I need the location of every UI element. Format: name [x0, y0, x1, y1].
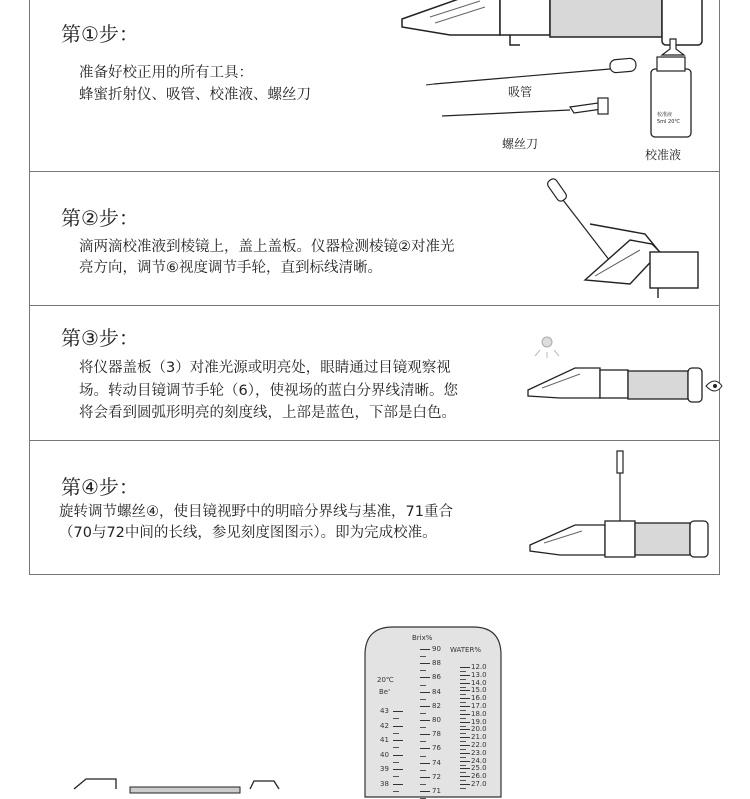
water-tick	[460, 753, 470, 754]
brix-tick-label: 72	[432, 772, 441, 781]
step-3-title: 第③步：	[61, 326, 139, 350]
screwdriver-icon	[442, 98, 608, 116]
water-tick-label: 22.0	[471, 741, 487, 749]
pipette-label: 吸管	[508, 85, 533, 99]
water-tick-label: 13.0	[471, 670, 487, 679]
water-tick-label: 24.0	[471, 756, 487, 765]
water-minor-tick	[460, 780, 466, 781]
water-minor-tick	[460, 710, 466, 711]
brix-minor-tick	[420, 727, 426, 728]
brix-tick	[420, 677, 430, 678]
step-2-line-2: 亮方向，调节⑥视度调节手轮，直到标线清晰。	[79, 260, 382, 276]
temperature-label: 20℃	[377, 676, 394, 684]
brix-tick	[420, 791, 430, 792]
be-tick-label: 43	[380, 707, 389, 715]
water-minor-tick	[460, 741, 466, 742]
brix-tick-label: 82	[432, 701, 441, 710]
brix-tick-label: 88	[432, 659, 441, 668]
step-3-line-3: 将会看到圆弧形明亮的刻度线，上部是蓝色，下部是白色。	[79, 405, 456, 421]
step-4-line-2: （70与72中间的长线，参见刻度图图示）。即为完成校准。	[59, 525, 437, 541]
water-minor-tick	[460, 772, 466, 773]
brix-minor-tick	[420, 699, 426, 700]
step-3-illustration	[30, 306, 721, 442]
step-4-panel	[29, 440, 720, 575]
water-tick-label: 27.0	[471, 780, 487, 788]
brix-tick-label: 86	[432, 673, 441, 682]
be-tick	[393, 726, 403, 727]
brix-tick	[420, 777, 430, 778]
be-minor-tick	[393, 747, 399, 748]
step-3-line-1: 将仪器盖板（3）对准光源或明亮处，眼睛通过目镜观察视	[79, 360, 451, 376]
bottom-refractometer-icon	[74, 775, 334, 795]
be-minor-tick	[393, 762, 399, 763]
brix-minor-tick	[420, 656, 426, 657]
brix-minor-tick	[420, 756, 426, 757]
water-tick	[460, 714, 470, 715]
be-tick	[393, 740, 403, 741]
be-label: Be'	[379, 688, 391, 696]
step-2-illustration	[30, 172, 721, 307]
water-minor-tick	[460, 702, 466, 703]
water-tick-label: 12.0	[471, 663, 487, 671]
screwdriver-icon	[617, 451, 623, 521]
water-tick	[460, 761, 470, 762]
water-tick-label: 17.0	[471, 702, 487, 710]
water-minor-tick	[460, 765, 466, 766]
water-tick	[460, 776, 470, 777]
water-tick	[460, 745, 470, 746]
water-label: WATER%	[450, 646, 481, 654]
water-tick-label: 20.0	[471, 725, 487, 734]
water-tick	[460, 706, 470, 707]
brix-tick	[420, 692, 430, 693]
brix-minor-tick	[420, 685, 426, 686]
eye-icon	[706, 381, 722, 391]
dropper-on-prism-icon	[546, 177, 698, 298]
be-tick	[393, 711, 403, 712]
water-tick-label: 16.0	[471, 694, 487, 703]
step-3-line-2: 场。转动目镜调节手轮（6），使视场的蓝白分界线清晰。您	[79, 383, 458, 399]
be-tick-label: 38	[380, 779, 389, 788]
water-minor-tick	[460, 726, 466, 727]
water-tick	[460, 675, 470, 676]
water-tick	[460, 737, 470, 738]
brix-label: Brix%	[412, 634, 433, 642]
water-tick-label: 21.0	[471, 733, 487, 742]
water-tick-label: 15.0	[471, 686, 487, 695]
step-2-panel	[29, 171, 720, 306]
bottle-label-line-1: 校准液	[657, 112, 673, 118]
water-tick	[460, 698, 470, 699]
step-1-line-1: 准备好校正用的所有工具：	[79, 65, 253, 81]
water-tick	[460, 729, 470, 730]
brix-minor-tick	[420, 741, 426, 742]
water-tick	[460, 683, 470, 684]
water-tick-label: 26.0	[471, 772, 487, 781]
water-tick	[460, 768, 470, 769]
water-tick	[460, 690, 470, 691]
water-minor-tick	[460, 694, 466, 695]
refractometer-icon	[530, 521, 708, 557]
step-1-line-2: 蜂蜜折射仪、吸管、校准液、螺丝刀	[79, 87, 311, 103]
water-tick-label: 14.0	[471, 678, 487, 687]
brix-tick-label: 74	[432, 758, 441, 767]
brix-minor-tick	[420, 770, 426, 771]
pipette-icon	[426, 58, 636, 85]
be-minor-tick	[393, 791, 399, 792]
water-minor-tick	[460, 757, 466, 758]
water-minor-tick	[460, 679, 466, 680]
screwdriver-label: 螺丝刀	[502, 137, 539, 151]
be-tick	[393, 769, 403, 770]
water-minor-tick	[460, 718, 466, 719]
brix-tick	[420, 720, 430, 721]
solution-label: 校准液	[645, 148, 682, 162]
be-minor-tick	[393, 718, 399, 719]
water-tick	[460, 722, 470, 723]
be-tick	[393, 755, 403, 756]
brix-tick	[420, 663, 430, 664]
step-1-tools-illustration	[30, 0, 721, 173]
step-2-line-1: 滴两滴校准液到棱镜上，盖上盖板。仪器检测棱镜②对准光	[79, 239, 455, 255]
brix-tick-label: 76	[432, 744, 441, 753]
be-tick-label: 42	[380, 721, 389, 730]
water-tick-label: 18.0	[471, 709, 487, 718]
brix-tick-label: 71	[432, 787, 441, 795]
step-1-panel	[29, 0, 720, 172]
be-minor-tick	[393, 776, 399, 777]
brix-tick	[420, 734, 430, 735]
water-minor-tick	[460, 749, 466, 750]
water-tick	[460, 667, 470, 668]
water-tick	[460, 784, 470, 785]
brix-minor-tick	[420, 784, 426, 785]
brix-tick	[420, 748, 430, 749]
water-minor-tick	[460, 687, 466, 688]
refractometer-icon	[402, 0, 702, 45]
brix-minor-tick	[420, 670, 426, 671]
refractometer-icon	[528, 368, 702, 402]
brix-minor-tick	[420, 713, 426, 714]
brix-tick	[420, 706, 430, 707]
water-tick-label: 25.0	[471, 764, 487, 773]
water-tick-label: 19.0	[471, 717, 487, 726]
step-4-title: 第④步：	[61, 475, 139, 499]
water-tick-label: 23.0	[471, 748, 487, 757]
brix-tick	[420, 649, 430, 650]
be-minor-tick	[393, 733, 399, 734]
brix-tick-label: 78	[432, 730, 441, 739]
brix-tick-label: 80	[432, 716, 441, 724]
water-minor-tick	[460, 733, 466, 734]
scale-diagram	[365, 627, 501, 797]
bottle-label-line-2: 5ml 20℃	[657, 119, 681, 125]
step-3-panel	[29, 305, 720, 441]
step-1-title: 第①步：	[61, 22, 139, 46]
be-tick-label: 41	[380, 736, 389, 744]
brix-tick-label: 90	[432, 645, 441, 653]
brix-tick	[420, 763, 430, 764]
be-tick-label: 39	[380, 765, 389, 773]
brix-tick-label: 84	[432, 687, 441, 696]
step-4-illustration	[30, 441, 721, 576]
step-4-line-1: 旋转调节螺丝④，使目镜视野中的明暗分界线与基准，71重合	[59, 504, 453, 520]
be-tick	[393, 784, 403, 785]
step-2-title: 第②步：	[61, 206, 139, 230]
water-minor-tick	[460, 671, 466, 672]
be-tick-label: 40	[380, 750, 389, 759]
light-bulb-icon	[535, 337, 559, 358]
